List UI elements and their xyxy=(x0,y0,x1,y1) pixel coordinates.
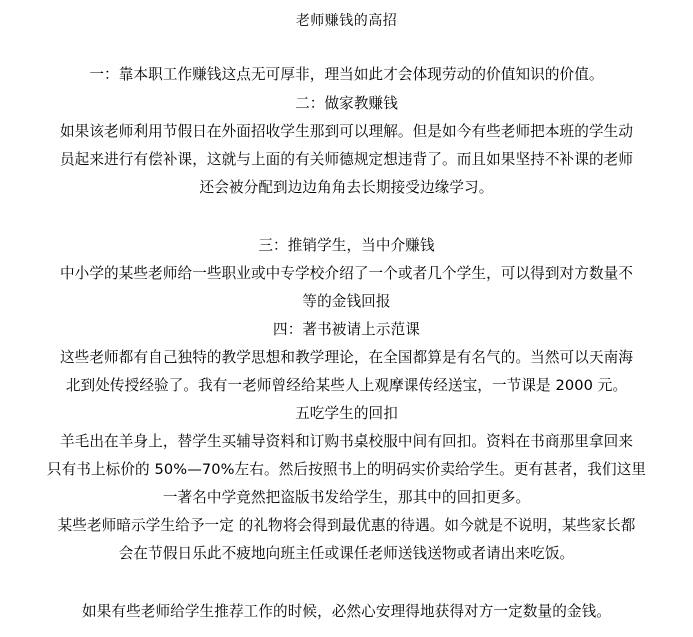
section-heading: 三：推销学生，当中介赚钱 xyxy=(258,237,435,254)
paragraph-line: 只有书上标价的 50%—70%左右。然后按照书上的明码实价卖给学生。更有甚者，我们这里 xyxy=(46,461,647,478)
paragraph-line: 如果有些老师给学生推荐工作的时候，必然心安理得地获得对方一定数量的金钱。 xyxy=(82,603,611,620)
section-heading: 四：著书被请上示范课 xyxy=(273,321,420,338)
document-title: 老师赚钱的高招 xyxy=(295,13,398,29)
paragraph-line: 会在节假日乐此不疲地向班主任或课任老师送钱送物或者请出来吃饭。 xyxy=(118,545,575,562)
paragraph-line: 员起来进行有偿补课，这就与上面的有关师德规定想违背了。而且如果坚持不补课的老师 xyxy=(59,151,634,168)
paragraph-line: 某些老师暗示学生给予一定 的礼物将会得到最优惠的待遇。如今就是不说明，某些家长都 xyxy=(57,517,636,534)
section-heading: 二：做家教赚钱 xyxy=(295,95,398,112)
paragraph-line: 还会被分配到边边角角去长期接受边缘学习。 xyxy=(199,179,494,196)
paragraph-line: 中小学的某些老师给一些职业或中专学校介绍了一个或者几个学生，可以得到对方数量不 xyxy=(59,265,634,282)
paragraph-line: 北到处传授经验了。我有一老师曾经给某些人上观摩课传经送宝，一节课是 2000 元。 xyxy=(65,377,628,394)
paragraph-line: 等的金钱回报 xyxy=(302,293,391,310)
paragraph-line: 一著名中学竟然把盗版书发给学生，那其中的回扣更多。 xyxy=(162,489,531,506)
paragraph-line: 这些老师都有自己独特的教学思想和教学理论，在全国都算是有名气的。当然可以天南海 xyxy=(59,349,634,366)
paragraph-line: 羊毛出在羊身上，替学生买辅导资料和订购书桌校服中间有回扣。资料在书商那里拿回来 xyxy=(59,433,634,450)
paragraph-line: 一：靠本职工作赚钱这点无可厚非，理当如此才会体现劳动的价值知识的价值。 xyxy=(89,66,604,83)
section-heading: 五吃学生的回扣 xyxy=(295,405,398,422)
paragraph-line: 如果该老师利用节假日在外面招收学生那到可以理解。但是如今有些老师把本班的学生动 xyxy=(59,123,634,140)
